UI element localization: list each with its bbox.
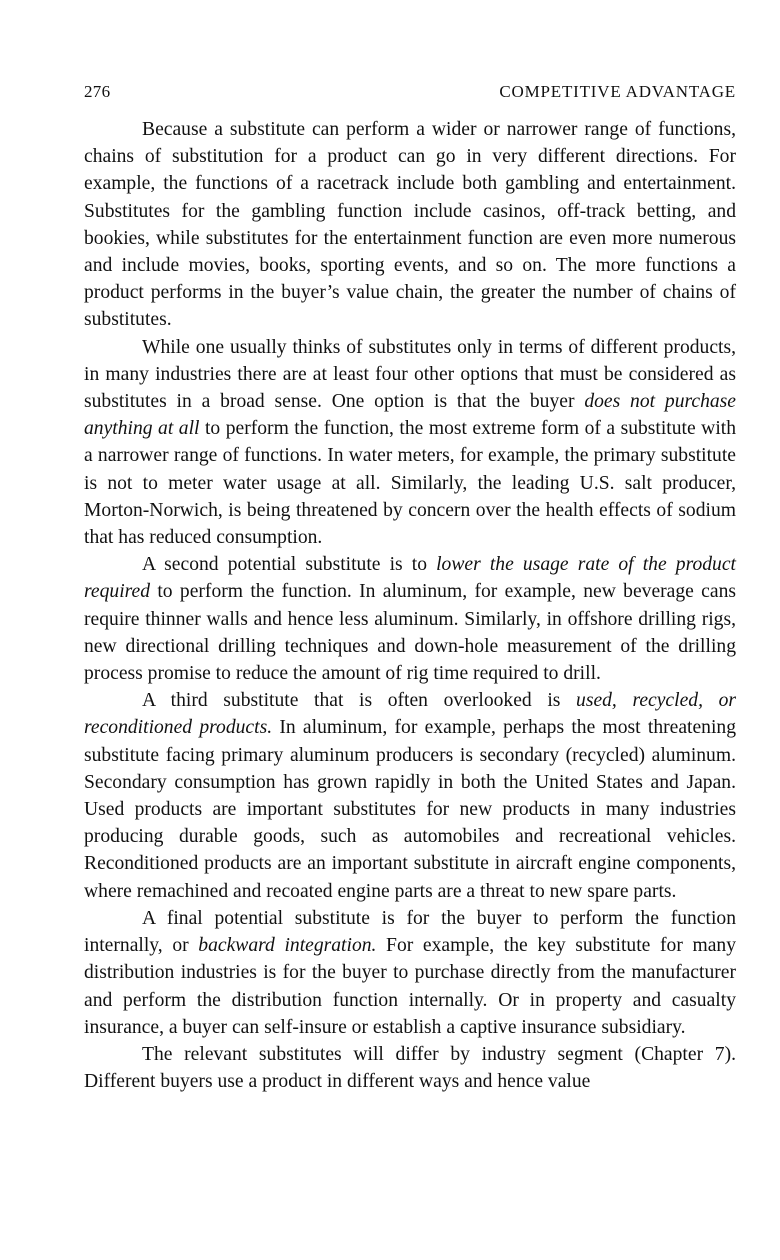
paragraph-2-emphasis: does not purchase anything at all bbox=[84, 391, 736, 440]
paragraph-5-text-b: For example, the key substitute for many distribution industries is for the buyer to purchase directly from the manufacturer and perform the distribution function internally. Or in property and casualty insurance, a buyer can self-insure or establish a captive insurance subsidiary. bbox=[84, 935, 736, 1038]
paragraph-6-text: The relevant substitutes will differ by industry segment (Chapter 7). Different buyers use a product in different ways and hence value bbox=[84, 1043, 736, 1093]
paragraph-1 bbox=[84, 116, 736, 334]
paragraph-4 bbox=[84, 687, 736, 905]
running-head bbox=[84, 82, 736, 102]
paragraph-3 bbox=[84, 551, 736, 687]
book-page bbox=[84, 82, 736, 1095]
paragraph-5 bbox=[84, 905, 736, 1041]
paragraph-4-text-a: A third substitute that is often overlooked is bbox=[142, 690, 577, 712]
paragraph-4-emphasis: used, recycled, or reconditioned products. bbox=[84, 690, 736, 739]
paragraph-3-emphasis: lower the usage rate of the product required bbox=[84, 554, 736, 603]
paragraph-4-text-b: In aluminum, for example, perhaps the most threatening substitute facing primary aluminum producers is secondary (recycled) aluminum. Secondary consumption has grown rapidly in both the United States and Japan. Used products are important substitutes for new products in many industries producing durable goods, such as automobiles and recreational vehicles. Reconditioned products are an important substitute in aircraft engine components, where remachined and recoated engine parts are a threat to new spare parts. bbox=[84, 717, 737, 902]
paragraph-2 bbox=[84, 334, 736, 552]
paragraph-1-text: Because a substitute can perform a wider or narrower range of functions, chains of substitution for a product can go in very different directions. For example, the functions of a racetrack include both gambling and entertainment. Substitutes for the gambling function include casinos, off-track betting, and bookies, while substitutes for the entertainment function are even more numerous and include movies, books, sporting events, and so on. The more functions a product performs in the buyer’s value chain, the greater the number of chains of substitutes. bbox=[84, 119, 736, 331]
paragraph-3-text-a: A second potential substitute is to bbox=[142, 554, 437, 576]
body-text bbox=[84, 116, 736, 1095]
paragraph-6 bbox=[84, 1041, 736, 1095]
paragraph-5-text-a: A final potential substitute is for the buyer to perform the function internally, or bbox=[84, 907, 736, 957]
paragraph-3-text-b: to perform the function. In aluminum, for example, new beverage cans require thinner walls and hence less aluminum. Similarly, in offshore drilling rigs, new directional drilling techniques and down-hole measurement of the drilling process promise to reduce the amount of rig time required to drill. bbox=[84, 581, 736, 685]
running-title: COMPETITIVE ADVANTAGE bbox=[499, 82, 736, 101]
page-number: 276 bbox=[84, 82, 111, 101]
paragraph-5-emphasis: backward integration. bbox=[198, 935, 377, 957]
paragraph-2-text-b: to perform the function, the most extreme form of a substitute with a narrower range of functions. In water meters, for example, the primary substitute is not to meter water usage at all. Similarly, the leading U.S. salt producer, Morton-Norwich, is being threatened by concern over the health effects of sodium that has reduced consumption. bbox=[84, 418, 737, 549]
paragraph-2-text-a: While one usually thinks of substitutes only in terms of different products, in many industries there are at least four other options that must be considered as substitutes in a broad sense. One option is that the buyer bbox=[84, 336, 736, 413]
